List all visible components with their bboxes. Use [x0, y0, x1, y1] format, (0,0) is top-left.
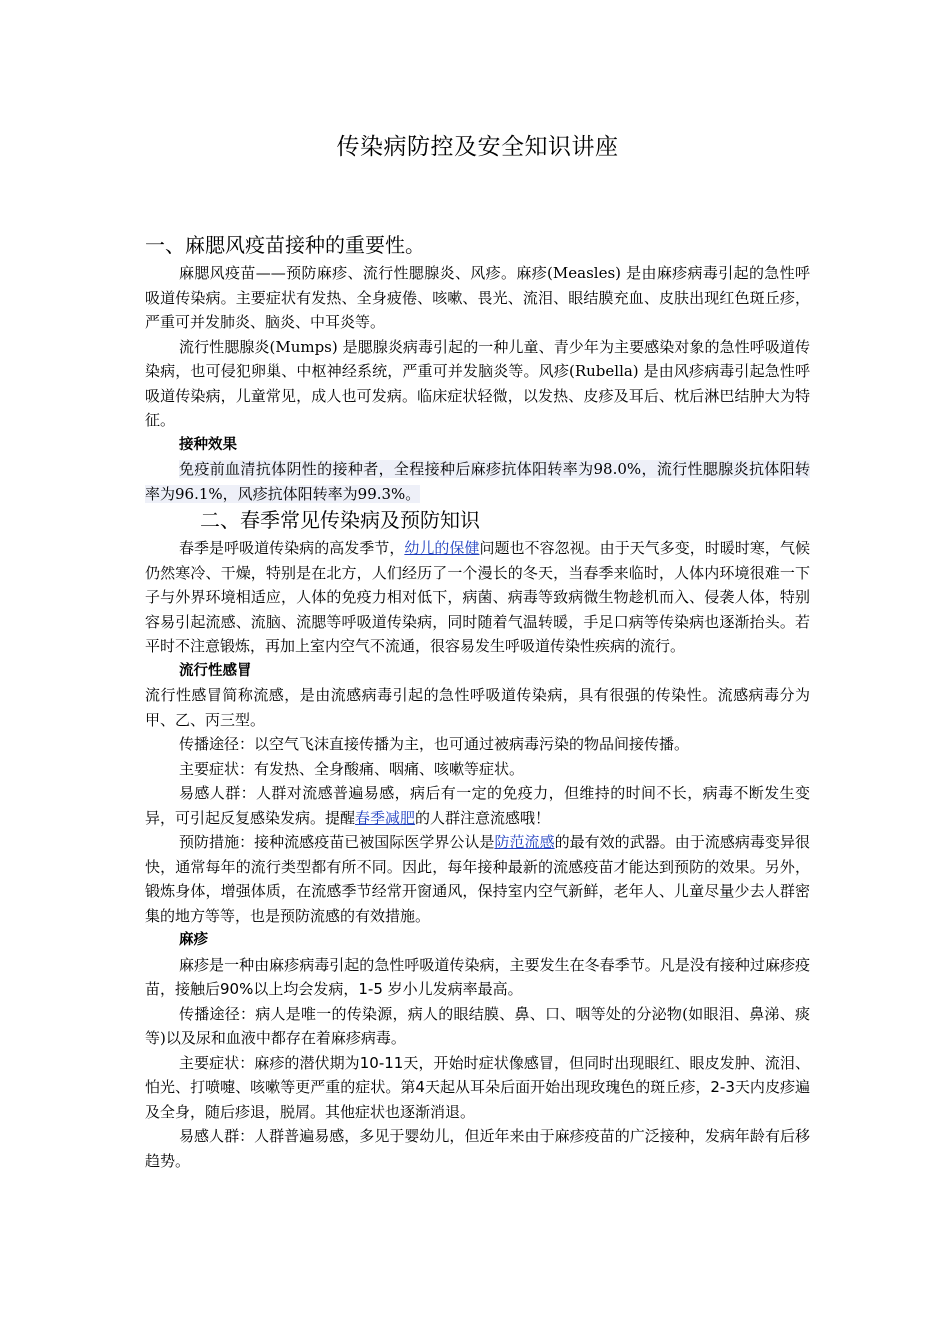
number: 1-5: [358, 980, 383, 998]
subheading-influenza: 流行性感冒: [179, 662, 252, 679]
text: 天起从耳朵后面开始出现玫瑰色的斑丘疹，: [424, 1078, 711, 1096]
paragraph: 主要症状：有发热、全身酸痛、咽痛、咳嗽等症状。: [179, 759, 525, 778]
text: 主要症状：麻疹的潜伏期为: [179, 1053, 360, 1072]
paragraph: [145, 536, 810, 659]
number: 10-11: [359, 1053, 404, 1072]
text: 的人群注意流感哦！: [415, 808, 551, 827]
text: 易感人群：人群对流感普遍易感，病后有一定的免疫力，但维持的时间不长，病毒不断发生变异，可引起反复感染发病。提醒: [145, 784, 810, 827]
number: 4: [415, 1078, 425, 1096]
section-heading-1: 一、麻腮风疫苗接种的重要性。: [145, 233, 425, 257]
document-body: [145, 128, 810, 1173]
section-heading-2: 二、春季常见传染病及预防知识: [200, 508, 480, 532]
link-prevent-flu[interactable]: 防范流感: [494, 833, 555, 851]
paragraph: [145, 781, 810, 830]
paragraph: 传播途径：以空气飞沫直接传播为主，也可通过被病毒污染的物品间接传播。: [179, 735, 690, 753]
text: 麻疹是一种由麻疹病毒引起的急性呼吸道传染病，主要发生在冬春季节。凡是没有接种过麻疹疫苗，接触后: [145, 955, 810, 998]
paragraph: [145, 953, 810, 1002]
number: 90%: [220, 980, 254, 998]
text: 天，开始时症状像感冒，但同时出现眼红、眼皮发肿、流泪、怕光、打喷嚏、咳嗽等更严重的症状。第: [145, 1053, 810, 1096]
link-spring-weight-loss[interactable]: 春季减肥: [355, 808, 416, 827]
paragraph: 麻腮风疫苗——预防麻疹、流行性腮腺炎、风疹。麻疹(Measles) 是由麻疹病毒引起的急性呼吸道传染病。主要症状有发热、全身疲倦、咳嗽、畏光、流泪、眼结膜充血、皮肤出现红色斑丘疹，严重可并发肺炎、脑炎、中耳炎等。: [145, 264, 810, 331]
paragraph: 流行性感冒简称流感，是由流感病毒引起的急性呼吸道传染病，具有很强的传染性。流感病毒分为甲、乙、丙三型。: [145, 686, 810, 729]
subheading-measles: 麻疹: [179, 932, 208, 948]
link-child-health[interactable]: 幼儿的保健: [404, 539, 480, 557]
text: 的最有效的武器。由于流感病毒变异很快，通常每年的流行类型都有所不同。因此，每年接种最新的流感疫苗才能达到预防的效果。另外，锻炼身体，增强体质，在流感季节经常开窗通风，保持室内空气新鲜，老年人、儿童尽量少去人群密集的地方等等，也是预防流感的有效措施。: [145, 833, 810, 925]
paragraph: [145, 830, 810, 928]
paragraph: 传播途径：病人是唯一的传染源，病人的眼结膜、鼻、口、咽等处的分泌物(如眼泪、鼻涕、痰等)以及尿和血液中都存在着麻疹病毒。: [145, 1004, 810, 1047]
text: 天内皮疹遍及全身，随后疹退，脱屑。其他症状也逐渐消退。: [145, 1078, 810, 1121]
text: 预防措施：接种流感疫苗已被国际医学界公认是: [179, 833, 495, 851]
paragraph-text: 免疫前血清抗体阴性的接种者，全程接种后麻疹抗体阳转率为98.0%，流行性腮腺炎抗体阳转率为96.1%，风疹抗体阳转率为99.3%。: [145, 460, 810, 503]
subheading-vaccination-effect: 接种效果: [179, 436, 237, 453]
number: 2-3: [710, 1078, 735, 1096]
highlighted-paragraph: [145, 457, 810, 506]
text: 春季是呼吸道传染病的高发季节，: [179, 539, 405, 557]
text: 以上均会发病，: [253, 980, 359, 998]
text: 问题也不容忽视。由于天气多变，时暖时寒，气候仍然寒冷、干燥，特别是在北方，人们经历了一个漫长的冬天，当春季来临时，人体内环境很难一下子与外界环境相适应，人体的免疫力相对低下，病菌、病毒等致病微生物趁机而入、侵袭人体，特别容易引起流感、流脑、流腮等呼吸道传染病，同时随着气温转暖，手足口病等传染病也逐渐抬头。若平时不注意锻炼，再加上室内空气不流通，很容易发生呼吸道传染性疾病的流行。: [145, 539, 810, 655]
paragraph: 易感人群：人群普遍易感，多见于婴幼儿，但近年来由于麻疹疫苗的广泛接种，发病年龄有后移趋势。: [145, 1127, 810, 1170]
paragraph: 流行性腮腺炎(Mumps) 是腮腺炎病毒引起的一种儿童、青少年为主要感染对象的急性呼吸道传染病，也可侵犯卵巢、中枢神经系统，严重可并发脑炎等。风疹(Rubella) 是由风疹病毒引起急性呼吸道传染病，儿童常见，成人也可发病。临床症状轻微，以发热、皮疹及耳后、枕后淋巴结肿大为特征。: [145, 337, 810, 429]
text: 岁小儿发病率最高。: [382, 980, 523, 998]
page-title: 传染病防控及安全知识讲座: [336, 134, 619, 160]
paragraph: [145, 1051, 810, 1125]
